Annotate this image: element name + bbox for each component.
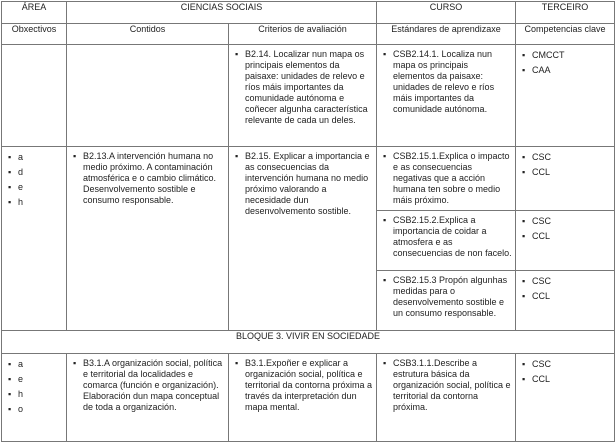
competences-cell bbox=[516, 354, 615, 442]
objective-code: ▪ d bbox=[18, 167, 63, 182]
criterion-cell bbox=[229, 45, 377, 147]
standard-text: ▪ CSB2.14.1. Localiza nun mapa os principais elementos da paisaxe: unidades de relevo e ríos máis importantes da comunidade autónoma. bbox=[393, 49, 512, 115]
competences-column-header: Competencias clave bbox=[516, 24, 615, 45]
subject-header: CIENCIAS SOCIAIS bbox=[67, 2, 377, 24]
competence-code: ▪ CAA bbox=[532, 65, 611, 80]
objective-code: ▪ a bbox=[18, 152, 63, 167]
competence-code: ▪ CSC bbox=[532, 152, 611, 167]
competences-cell bbox=[516, 211, 615, 271]
objective-code: ▪ h bbox=[18, 197, 63, 212]
objectives-cell bbox=[2, 354, 67, 442]
block-title-row bbox=[2, 331, 615, 354]
objective-code: ▪ e bbox=[18, 182, 63, 197]
criterion-cell bbox=[229, 147, 377, 331]
content-cell bbox=[67, 45, 229, 147]
standard-text: ▪ CSB2.15.2.Explica a importancia de coidar a atmosfera e as consecuencias de non facelo. bbox=[393, 215, 512, 259]
standard-text: ▪ CSB2.15.3 Propón algunhas medidas para o desenvolvemento sostible e un consumo responsable. bbox=[393, 275, 512, 319]
objective-code: ▪ a bbox=[18, 359, 63, 374]
contents-column-header: Contidos bbox=[67, 24, 229, 45]
criterion-text: ▪ B3.1.Expoñer e explicar a organización social, política e territorial da contorna próxima a través da interpretación dun mapa mental. bbox=[245, 358, 373, 413]
standard-cell bbox=[377, 354, 516, 442]
standards-column-header: Estándares de aprendizaxe bbox=[377, 24, 516, 45]
criteria-column-header: Criterios de avaliación bbox=[229, 24, 377, 45]
block-title: BLOQUE 3. VIVIR EN SOCIEDADE bbox=[2, 331, 615, 354]
curriculum-table bbox=[1, 1, 615, 442]
column-header-row bbox=[2, 24, 615, 45]
table-row bbox=[2, 45, 615, 147]
content-text: ▪ B2.13.A intervención humana no medio próximo. A contaminación atmosférica e o cambio climático. Desenvolvemento sostible e consumo responsable. bbox=[83, 151, 225, 206]
standard-cell bbox=[377, 271, 516, 331]
competence-code: ▪ CSC bbox=[532, 359, 611, 374]
area-header: ÁREA bbox=[2, 2, 67, 24]
competence-code: ▪ CSC bbox=[532, 276, 611, 291]
competences-cell bbox=[516, 147, 615, 211]
competence-code: ▪ CMCCT bbox=[532, 50, 611, 65]
course-value: TERCEIRO bbox=[516, 2, 615, 24]
course-label: CURSO bbox=[377, 2, 516, 24]
standard-cell bbox=[377, 147, 516, 211]
objectives-column-header: Obxectivos bbox=[2, 24, 67, 45]
competence-code: ▪ CSC bbox=[532, 216, 611, 231]
objective-code: ▪ e bbox=[18, 374, 63, 389]
competence-code: ▪ CCL bbox=[532, 374, 611, 389]
objective-code: ▪ o bbox=[18, 404, 63, 419]
header-row bbox=[2, 2, 615, 24]
criterion-cell bbox=[229, 354, 377, 442]
objectives-cell bbox=[2, 45, 67, 147]
criterion-text: ▪ B2.14. Localizar nun mapa os principais elementos da paisaxe: unidades de relevo e ríos máis importantes da comunidade autónoma e coñecer algunha característica relevante de cada un deles. bbox=[245, 49, 373, 126]
competences-cell bbox=[516, 271, 615, 331]
objectives-cell bbox=[2, 147, 67, 331]
competence-code: ▪ CCL bbox=[532, 231, 611, 246]
standard-cell bbox=[377, 211, 516, 271]
table-row bbox=[2, 354, 615, 442]
content-text: ▪ B3.1.A organización social, política e territorial da localidades e comarca (función e organización). Elaboración dun mapa conceptual de toda a organización. bbox=[83, 358, 225, 413]
objective-code: ▪ h bbox=[18, 389, 63, 404]
standard-text: ▪ CSB3.1.1.Describe a estrutura básica da organización social, política e territorial da contorna próxima. bbox=[393, 358, 512, 413]
competences-cell bbox=[516, 45, 615, 147]
content-cell bbox=[67, 147, 229, 331]
content-cell bbox=[67, 354, 229, 442]
criterion-text: ▪ B2.15. Explicar a importancia e as consecuencias da intervención humana no medio próximo valorando a necesidade dun desenvolvemento sostible. bbox=[245, 151, 373, 217]
competence-code: ▪ CCL bbox=[532, 291, 611, 306]
competence-code: ▪ CCL bbox=[532, 167, 611, 182]
standard-cell bbox=[377, 45, 516, 147]
table-row bbox=[2, 147, 615, 211]
standard-text: ▪ CSB2.15.1.Explica o impacto e as consecuencias negativas que a acción humana ten sobre o medio máis próximo. bbox=[393, 151, 512, 206]
